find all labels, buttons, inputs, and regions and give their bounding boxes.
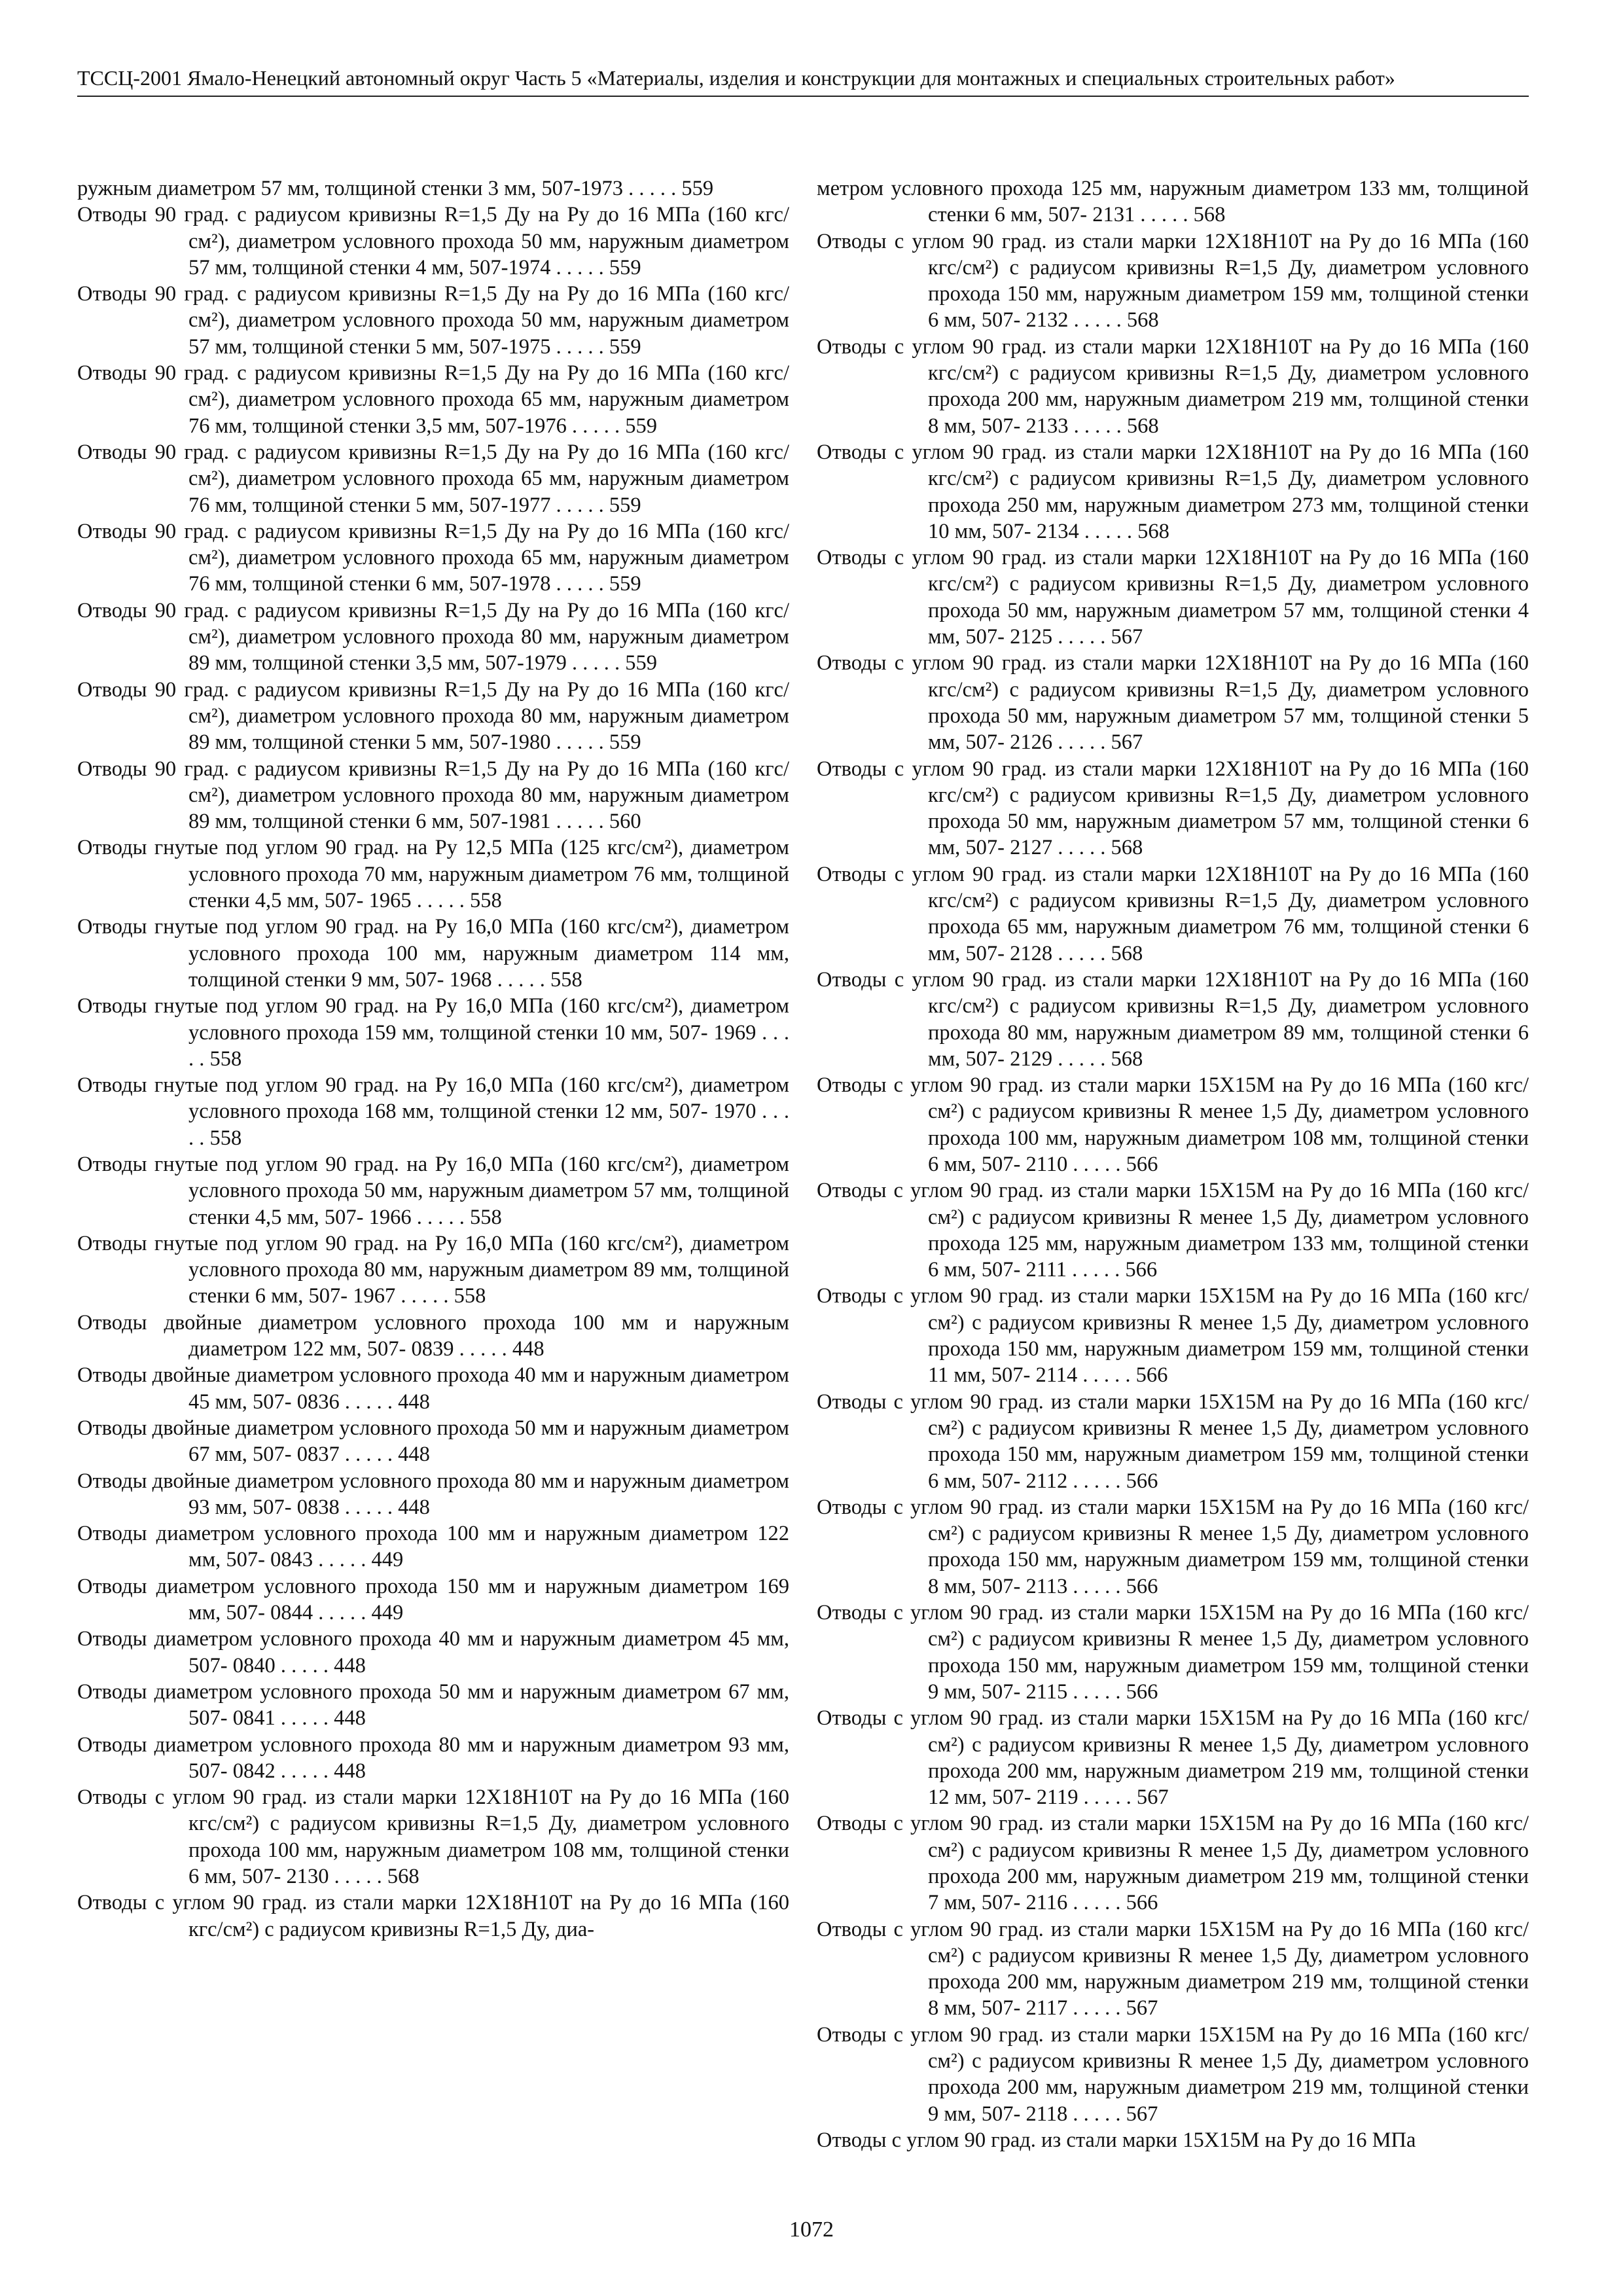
index-entry-page: 448	[398, 1390, 430, 1414]
dot-leader: . . . . .	[1052, 730, 1111, 755]
index-entry-text: Отводы двойные диаметром условного прохода 50 мм и наружным диаметром 67 мм, 507- 0837	[77, 1416, 789, 1467]
index-entry-text: Отводы диаметром условного прохода 40 мм и наружным диаметром 45 мм, 507- 0840	[77, 1627, 789, 1677]
index-entry-text: Отводы с углом 90 град. из стали марки 12Х18Н10Т на Ру до 16 МПа (160 кгс/см²) с радиусом кривизны R=1,5 Ду, диа-	[77, 1891, 789, 1941]
index-entry-page: 558	[209, 1047, 242, 1071]
index-entry	[77, 1072, 789, 1151]
index-entry-text: Отводы 90 град. с радиусом кривизны R=1,5 Ду на Ру до 16 МПа (160 кгс/см²), диаметром условного прохода 65 мм, наружным диаметром 76 мм, толщиной стенки 5 мм, 507-1977	[77, 440, 789, 517]
index-entry	[77, 1890, 789, 1943]
index-entry-text: Отводы диаметром условного прохода 150 мм и наружным диаметром 169 мм, 507- 0844	[77, 1574, 789, 1625]
dot-leader: . . . . .	[454, 1337, 512, 1361]
index-entry-text: Отводы с углом 90 град. из стали марки 15Х15М на Ру до 16 МПа (160 кгс/см²) с радиусом кривизны R менее 1,5 Ду, диаметром условного прохода 200 мм, наружным диаметром 219 мм, толщиной стенки 8 мм, 507- 2117	[817, 1917, 1529, 2020]
index-entry	[817, 175, 1529, 228]
dot-leader: . . . . .	[329, 1865, 387, 1888]
page-header	[77, 65, 1529, 97]
index-entry-page: 566	[1126, 1891, 1158, 1915]
index-entry-text: Отводы гнутые под углом 90 град. на Ру 16,0 МПа (160 кгс/см²), диаметром условного прохода 100 мм, наружным диаметром 114 мм, толщиной стенки 9 мм, 507- 1968	[77, 915, 789, 992]
dot-leader: . . . . .	[1067, 1258, 1126, 1282]
index-entry-text: Отводы гнутые под углом 90 град. на Ру 12,5 МПа (125 кгс/см²), диаметром условного прохода 70 мм, наружным диаметром 76 мм, толщиной стенки 4,5 мм, 507- 1965	[77, 836, 789, 913]
dot-leader: . . . . .	[411, 889, 470, 913]
dot-leader: . . . . .	[1079, 519, 1138, 543]
index-entry-text: Отводы с углом 90 град. из стали марки 15Х15М на Ру до 16 МПа (160 кгс/см²) с радиусом кривизны R менее 1,5 Ду, диаметром условного прохода 125 мм, наружным диаметром 133 мм, толщиной стенки 6 мм, 507- 2111	[817, 1179, 1529, 1282]
index-entry	[77, 993, 789, 1072]
index-entry-text: ружным диаметром 57 мм, толщиной стенки 3 мм, 507-1973	[77, 177, 624, 200]
index-entry-page: 559	[609, 334, 641, 359]
index-entry-page: 559	[609, 730, 641, 755]
index-entry-page: 559	[609, 493, 641, 517]
index-entry-text: Отводы гнутые под углом 90 град. на Ру 16,0 МПа (160 кгс/см²), диаметром условного прохода 168 мм, толщиной стенки 12 мм, 507- 1970	[77, 1073, 789, 1124]
index-entry-text: Отводы с углом 90 град. из стали марки 15Х15М на Ру до 16 МПа (160 кгс/см²) с радиусом кривизны R менее 1,5 Ду, диаметром условного прохода 200 мм, наружным диаметром 219 мм, толщиной стенки 9 мм, 507- 2118	[817, 2022, 1529, 2126]
index-entry	[817, 1494, 1529, 1600]
dot-leader: . . . . .	[1067, 1152, 1126, 1176]
index-entry-page: 566	[1126, 1574, 1158, 1598]
index-entry-text: Отводы 90 град. с радиусом кривизны R=1,5 Ду на Ру до 16 МПа (160 кгс/см²), диаметром условного прохода 65 мм, наружным диаметром 76 мм, толщиной стенки 6 мм, 507-1978	[77, 519, 789, 596]
index-entry	[817, 1705, 1529, 1810]
index-entry	[77, 1468, 789, 1521]
index-entry	[77, 281, 789, 360]
index-column-right	[817, 175, 1529, 2153]
index-entry-page: 558	[209, 1126, 242, 1150]
index-entry-text: Отводы с углом 90 град. из стали марки 12Х18Н10Т на Ру до 16 МПа (160 кгс/см²) с радиусом кривизны R=1,5 Ду, диаметром условного прохода 80 мм, наружным диаметром 89 мм, толщиной стенки 6 мм, 507- 2129	[817, 967, 1529, 1071]
index-entry-text: Отводы диаметром условного прохода 80 мм и наружным диаметром 93 мм, 507- 0842	[77, 1732, 789, 1783]
index-entry	[817, 1600, 1529, 1705]
index-entry-page: 448	[334, 1653, 366, 1677]
index-entry-text: Отводы гнутые под углом 90 град. на Ру 16,0 МПа (160 кгс/см²), диаметром условного прохода 159 мм, толщиной стенки 10 мм, 507- 1969	[77, 994, 789, 1045]
index-entry-page: 448	[398, 1495, 430, 1519]
index-entry	[77, 1151, 789, 1230]
index-entry-page: 568	[1111, 1047, 1143, 1071]
index-entry-page: 448	[334, 1759, 366, 1783]
index-entry-page: 449	[371, 1601, 404, 1625]
index-entry	[77, 1415, 789, 1468]
dot-leader: . . . . .	[1067, 1679, 1126, 1704]
dot-leader: . . . . .	[275, 1706, 334, 1731]
index-entry-page: 568	[1111, 836, 1143, 860]
dot-leader: . . . . .	[1067, 1574, 1126, 1598]
dot-leader: . . . . .	[1052, 625, 1111, 649]
index-entry-text: Отводы с углом 90 град. из стали марки 12Х18Н10Т на Ру до 16 МПа (160 кгс/см²) с радиусом кривизны R=1,5 Ду, диаметром условного прохода 250 мм, наружным диаметром 273 мм, толщиной стенки 10 мм, 507- 2134	[817, 440, 1529, 543]
index-entry	[77, 1230, 789, 1310]
dot-leader: . . . . .	[1077, 1363, 1136, 1388]
index-entry	[817, 1389, 1529, 1494]
index-entry-text: Отводы с углом 90 град. из стали марки 12Х18Н10Т на Ру до 16 МПа (160 кгс/см²) с радиусом кривизны R=1,5 Ду, диаметром условного прохода 150 мм, наружным диаметром 159 мм, толщиной стенки 6 мм, 507- 2132	[817, 229, 1529, 332]
dot-leader: . . . . .	[1067, 1996, 1126, 2020]
index-entry-page: 558	[454, 1284, 486, 1308]
index-entry-page: 567	[1126, 1996, 1158, 2020]
dot-leader: . . . . .	[1067, 2102, 1126, 2126]
index-entry-page: 449	[371, 1548, 404, 1572]
index-entry	[77, 914, 789, 993]
index-entry-page: 567	[1136, 1785, 1169, 1810]
index-entry-text: Отводы с углом 90 град. из стали марки 15Х15М на Ру до 16 МПа (160 кгс/см²) с радиусом кривизны R менее 1,5 Ду, диаметром условного прохода 150 мм, наружным диаметром 159 мм, толщиной стенки 8 мм, 507- 2113	[817, 1495, 1529, 1598]
index-entry-text: Отводы двойные диаметром условного прохода 40 мм и наружным диаметром 45 мм, 507- 0836	[77, 1363, 789, 1414]
index-entry	[77, 1310, 789, 1363]
index-entry	[817, 1810, 1529, 1916]
index-entry-text: Отводы с углом 90 град. из стали марки 15Х15М на Ру до 16 МПа (160 кгс/см²) с радиусом кривизны R менее 1,5 Ду, диаметром условного прохода 200 мм, наружным диаметром 219 мм, толщиной стенки 12 мм, 507- 2119	[817, 1706, 1529, 1810]
index-entry-page: 566	[1126, 1679, 1158, 1704]
index-entry-page: 568	[1137, 519, 1169, 543]
dot-leader: . . . . .	[313, 1601, 372, 1625]
index-entry-page: 567	[1126, 2102, 1158, 2126]
index-entry-page: 559	[625, 651, 657, 675]
index-entry-page: 558	[469, 889, 502, 913]
index-entry-text: Отводы диаметром условного прохода 100 мм и наружным диаметром 122 мм, 507- 0843	[77, 1522, 789, 1572]
index-entry-page: 566	[1126, 1152, 1158, 1176]
dot-leader: . . . . .	[1135, 203, 1194, 227]
index-entry-text: Отводы двойные диаметром условного прохода 80 мм и наружным диаметром 93 мм, 507- 0838	[77, 1469, 789, 1519]
index-entry	[817, 439, 1529, 545]
index-entry-text: метром условного прохода 125 мм, наружным диаметром 133 мм, толщиной стенки 6 мм, 507- 2131	[817, 177, 1529, 227]
index-entry-text: Отводы с углом 90 град. из стали марки 15Х15М на Ру до 16 МПа (160 кгс/см²) с радиусом кривизны R менее 1,5 Ду, диаметром условного прохода 200 мм, наружным диаметром 219 мм, толщиной стенки 7 мм, 507- 2116	[817, 1812, 1529, 1915]
dot-leader: . . . . .	[395, 1284, 454, 1308]
index-entry	[817, 334, 1529, 439]
dot-leader: . . . . .	[1078, 1785, 1137, 1810]
dot-leader: . . . . .	[339, 1443, 399, 1467]
index-entry-text: Отводы гнутые под углом 90 град. на Ру 16,0 МПа (160 кгс/см²), диаметром условного прохода 80 мм, наружным диаметром 89 мм, толщиной стенки 6 мм, 507- 1967	[77, 1231, 789, 1308]
index-entry-page: 568	[1126, 414, 1159, 438]
dot-leader: . . . . .	[491, 967, 550, 992]
index-entry-text: Отводы двойные диаметром условного прохода 100 мм и наружным диаметром 122 мм, 507- 0839	[77, 1310, 789, 1361]
index-entry	[77, 518, 789, 598]
index-entry	[817, 1916, 1529, 2022]
index-entry-text: Отводы с углом 90 град. из стали марки 12Х18Н10Т на Ру до 16 МПа (160 кгс/см²) с радиусом кривизны R=1,5 Ду, диаметром условного прохода 50 мм, наружным диаметром 57 мм, толщиной стенки 5 мм, 507- 2126	[817, 651, 1529, 755]
index-entry	[77, 1573, 789, 1626]
index-entry-page: 448	[512, 1337, 544, 1361]
dot-leader: . . . . .	[411, 1205, 470, 1229]
index-entry-page: 566	[1135, 1363, 1168, 1388]
dot-leader: . . . . .	[188, 1100, 789, 1150]
index-entry	[817, 545, 1529, 650]
index-entry	[817, 861, 1529, 967]
index-entry-page: 568	[1111, 941, 1143, 965]
index-entry-text: Отводы 90 град. с радиусом кривизны R=1,5 Ду на Ру до 16 МПа (160 кгс/см²), диаметром условного прохода 50 мм, наружным диаметром 57 мм, толщиной стенки 4 мм, 507-1974	[77, 203, 789, 279]
dot-leader: . . . . .	[550, 493, 609, 517]
index-entry-page: 566	[1126, 1469, 1158, 1493]
index-entry-text: Отводы гнутые под углом 90 град. на Ру 16,0 МПа (160 кгс/см²), диаметром условного прохода 50 мм, наружным диаметром 57 мм, толщиной стенки 4,5 мм, 507- 1966	[77, 1152, 789, 1229]
index-entry-text: Отводы с углом 90 град. из стали марки 15Х15М на Ру до 16 МПа	[817, 2128, 1416, 2152]
index-column-left	[77, 175, 789, 1943]
dot-leader: . . . . .	[550, 810, 609, 834]
dot-leader: . . . . .	[339, 1495, 399, 1519]
index-entry-page: 567	[1111, 625, 1143, 649]
index-entry-text: Отводы 90 град. с радиусом кривизны R=1,5 Ду на Ру до 16 МПа (160 кгс/см²), диаметром условного прохода 50 мм, наружным диаметром 57 мм, толщиной стенки 5 мм, 507-1975	[77, 282, 789, 359]
dot-leader: . . . . .	[1067, 1891, 1126, 1915]
index-entry-page: 559	[609, 572, 641, 596]
index-entry	[77, 677, 789, 756]
index-entry	[77, 1626, 789, 1679]
index-entry-page: 567	[1111, 730, 1143, 755]
dot-leader: . . . . .	[1068, 414, 1127, 438]
page-number: 1072	[789, 2217, 834, 2242]
index-entry	[817, 967, 1529, 1072]
dot-leader: . . . . .	[550, 255, 609, 279]
index-entry-text: Отводы диаметром условного прохода 50 мм и наружным диаметром 67 мм, 507- 0841	[77, 1679, 789, 1731]
index-entry-text: Отводы с углом 90 град. из стали марки 12Х18Н10Т на Ру до 16 МПа (160 кгс/см²) с радиусом кривизны R=1,5 Ду, диаметром условного прохода 65 мм, наружным диаметром 76 мм, толщиной стенки 6 мм, 507- 2128	[817, 862, 1529, 965]
index-entry	[77, 439, 789, 518]
index-entry-text: Отводы с углом 90 град. из стали марки 12Х18Н10Т на Ру до 16 МПа (160 кгс/см²) с радиусом кривизны R=1,5 Ду, диаметром условного прохода 50 мм, наружным диаметром 57 мм, толщиной стенки 4 мм, 507- 2125	[817, 546, 1529, 649]
index-entry-text: Отводы 90 град. с радиусом кривизны R=1,5 Ду на Ру до 16 МПа (160 кгс/см²), диаметром условного прохода 80 мм, наружным диаметром 89 мм, толщиной стенки 6 мм, 507-1981	[77, 757, 789, 834]
index-entry	[817, 1177, 1529, 1283]
dot-leader: . . . . .	[1052, 941, 1111, 965]
index-entry	[77, 1679, 789, 1732]
index-entry	[817, 2022, 1529, 2127]
dot-leader: . . . . .	[1052, 836, 1111, 860]
dot-leader: . . . . .	[275, 1653, 334, 1677]
index-entry	[77, 598, 789, 677]
index-entry	[817, 1283, 1529, 1388]
index-entry	[817, 650, 1529, 755]
index-entry-text: Отводы с углом 90 град. из стали марки 12Х18Н10Т на Ру до 16 МПа (160 кгс/см²) с радиусом кривизны R=1,5 Ду, диаметром условного прохода 100 мм, наружным диаметром 108 мм, толщиной стенки 6 мм, 507- 2130	[77, 1785, 789, 1888]
dot-leader: . . . . .	[550, 334, 609, 359]
index-entry-page: 559	[681, 177, 714, 200]
index-entry-text: Отводы 90 град. с радиусом кривизны R=1,5 Ду на Ру до 16 МПа (160 кгс/см²), диаметром условного прохода 80 мм, наружным диаметром 89 мм, толщиной стенки 5 мм, 507-1980	[77, 677, 789, 755]
page-footer	[0, 2217, 1623, 2242]
index-entry	[77, 202, 789, 281]
index-entry-text: Отводы 90 град. с радиусом кривизны R=1,5 Ду на Ру до 16 МПа (160 кгс/см²), диаметром условного прохода 80 мм, наружным диаметром 89 мм, толщиной стенки 3,5 мм, 507-1979	[77, 598, 789, 675]
dot-leader: . . . . .	[550, 730, 609, 755]
dot-leader: . . . . .	[566, 414, 626, 438]
dot-leader: . . . . .	[275, 1759, 334, 1783]
dot-leader: . . . . .	[313, 1548, 372, 1572]
dot-leader: . . . . .	[1068, 308, 1127, 332]
index-entry	[817, 756, 1529, 861]
index-entry-text: Отводы 90 град. с радиусом кривизны R=1,5 Ду на Ру до 16 МПа (160 кгс/см²), диаметром условного прохода 65 мм, наружным диаметром 76 мм, толщиной стенки 3,5 мм, 507-1976	[77, 361, 789, 438]
index-entry-text: Отводы с углом 90 град. из стали марки 12Х18Н10Т на Ру до 16 МПа (160 кгс/см²) с радиусом кривизны R=1,5 Ду, диаметром условного прохода 200 мм, наружным диаметром 219 мм, толщиной стенки 8 мм, 507- 2133	[817, 334, 1529, 438]
dot-leader: . . . . .	[188, 1020, 789, 1071]
index-entry-page: 568	[387, 1865, 419, 1888]
index-entry	[77, 756, 789, 835]
index-entry	[77, 1784, 789, 1890]
index-entry-page: 568	[1193, 203, 1226, 227]
index-entry	[77, 360, 789, 439]
index-entry-text: Отводы с углом 90 град. из стали марки 12Х18Н10Т на Ру до 16 МПа (160 кгс/см²) с радиусом кривизны R=1,5 Ду, диаметром условного прохода 50 мм, наружным диаметром 57 мм, толщиной стенки 6 мм, 507- 2127	[817, 757, 1529, 860]
index-entry	[77, 1362, 789, 1415]
index-entry-text: Отводы с углом 90 град. из стали марки 15Х15М на Ру до 16 МПа (160 кгс/см²) с радиусом кривизны R менее 1,5 Ду, диаметром условного прохода 100 мм, наружным диаметром 108 мм, толщиной стенки 6 мм, 507- 2110	[817, 1073, 1529, 1176]
dot-leader: . . . . .	[1067, 1469, 1126, 1493]
index-entry	[817, 1072, 1529, 1177]
index-entry-text: Отводы с углом 90 град. из стали марки 15Х15М на Ру до 16 МПа (160 кгс/см²) с радиусом кривизны R менее 1,5 Ду, диаметром условного прохода 150 мм, наружным диаметром 159 мм, толщиной стенки 9 мм, 507- 2115	[817, 1601, 1529, 1704]
dot-leader: . . . . .	[623, 177, 682, 200]
index-entry-page: 448	[398, 1443, 430, 1467]
index-entry	[817, 2127, 1529, 2153]
dot-leader: . . . . .	[550, 572, 609, 596]
index-entry	[77, 1520, 789, 1573]
index-entry-page: 568	[1126, 308, 1159, 332]
index-entry-page: 448	[334, 1706, 366, 1731]
index-entry-text: Отводы с углом 90 град. из стали марки 15Х15М на Ру до 16 МПа (160 кгс/см²) с радиусом кривизны R менее 1,5 Ду, диаметром условного прохода 150 мм, наружным диаметром 159 мм, толщиной стенки 11 мм, 507- 2114	[817, 1284, 1529, 1388]
index-entry-page: 558	[550, 967, 582, 992]
header-title: ТССЦ-2001 Ямало-Ненецкий автономный округ Часть 5 «Материалы, изделия и конструкции для монтажных и специальных строительных работ»	[77, 66, 1395, 90]
index-entry-page: 559	[625, 414, 657, 438]
dot-leader: . . . . .	[1052, 1047, 1111, 1071]
dot-leader: . . . . .	[566, 651, 626, 675]
index-entry	[77, 834, 789, 914]
index-entry-page: 559	[609, 255, 641, 279]
index-entry-page: 566	[1125, 1258, 1158, 1282]
index-entry	[77, 175, 789, 202]
index-entry-page: 560	[609, 810, 641, 834]
index-entry	[817, 228, 1529, 334]
index-entry-page: 558	[469, 1205, 502, 1229]
dot-leader: . . . . .	[339, 1390, 399, 1414]
index-entry	[77, 1732, 789, 1785]
index-entry-text: Отводы с углом 90 град. из стали марки 15Х15М на Ру до 16 МПа (160 кгс/см²) с радиусом кривизны R менее 1,5 Ду, диаметром условного прохода 150 мм, наружным диаметром 159 мм, толщиной стенки 6 мм, 507- 2112	[817, 1390, 1529, 1493]
